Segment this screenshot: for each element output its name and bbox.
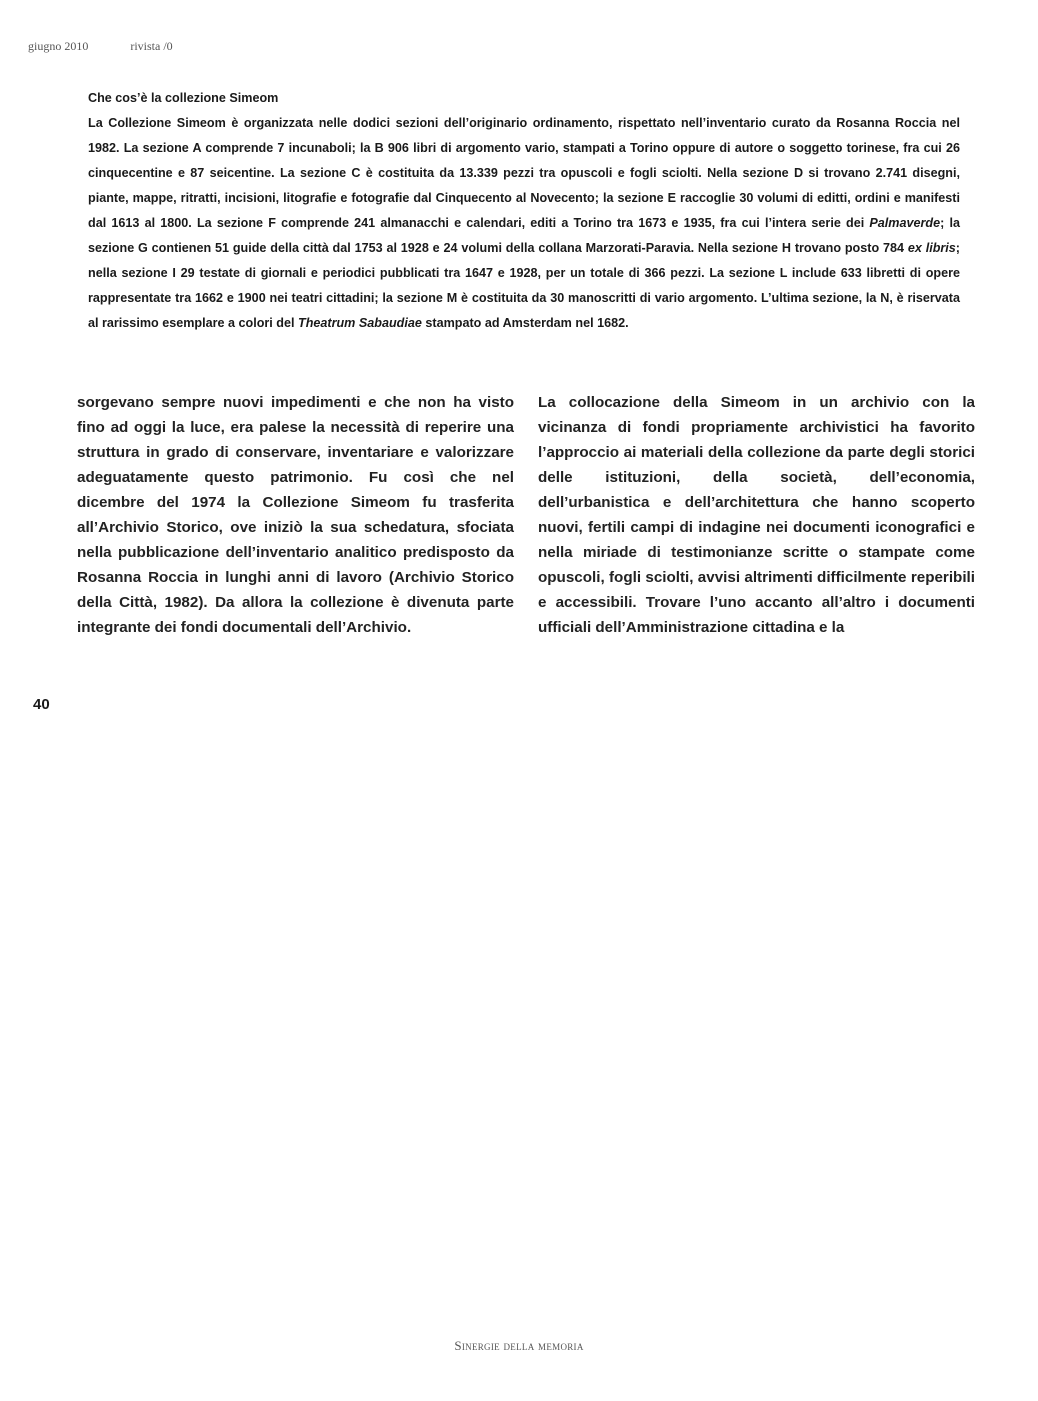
box-title: Che cos’è la collezione Simeom [88, 91, 279, 105]
page-number: 40 [33, 696, 50, 713]
box-text-4: stampato ad Amsterdam nel 1682. [421, 316, 629, 330]
running-footer: Sinergie della memoria [454, 1338, 584, 1353]
header-date: giugno 2010 [28, 39, 89, 53]
box-text-3: ; nella sezione I 29 testate di giornali e periodici pubblicati tra 1647 e 1928, per un totale di 366 pezzi. La sezione L include 633 libretti di opere rappresentate tra 1662 e 1900 nei teatri cittadini; la sezione M è costituita da 30 manoscritti di vario argomento. L’ultima sezione, la N, è riservata al rarissimo esemplare a colori del [88, 241, 960, 330]
box-body [88, 111, 960, 336]
box-text-2: ; la sezione G contienen 51 guide della città dal 1753 al 1928 e 24 volumi della collana Marzorati-Paravia. Nella sezione H trovano posto 784 [88, 216, 961, 255]
box-italic-3: Theatrum Sabaudiae [298, 316, 422, 330]
box-italic-1: Palmaverde [869, 216, 941, 230]
running-header [28, 39, 173, 54]
right-column-text: La collocazione della Simeom in un archivio con la vicinanza di fondi propriamente archivistici ha favorito l’approccio ai materiali della collezione da parte degli storici delle istituzioni, della società, dell’economia, dell’urbanistica e dell’architettura che hanno scoperto nuovi, fertili campi di indagine nei documenti iconografici e nella miriade di testimonianze scritte o stampate come opuscoli, fogli sciolti, avvisi altrimenti difficilmente reperibili e accessibili. Trovare l’uno accanto all’altro i documenti ufficiali dell’Amministrazione cittadina e la [538, 394, 975, 636]
left-column-text: sorgevano sempre nuovi impedimenti e che non ha visto fino ad oggi la luce, era palese la necessità di reperire una struttura in grado di conservare, inventariare e valorizzare adeguatamente questo patrimonio. Fu così che nel dicembre del 1974 la Collezione Simeom fu trasferita all’Archivio Storico, ove iniziò la sua schedatura, sfociata nella pubblicazione dell’inventario analitico predisposto da Rosanna Roccia in lunghi anni di lavoro (Archivio Storico della Città, 1982). Da allora la collezione è divenuta parte integrante dei fondi documentali dell’Archivio. [77, 394, 514, 636]
box-text-1: La Collezione Simeom è organizzata nelle dodici sezioni dell’originario ordinamento, rispettato nell’inventario curato da Rosanna Roccia nel 1982. La sezione A comprende 7 incunaboli; la B 906 libri di argomento vario, stampati a Torino oppure di autore o soggetto torinese, fra cui 26 cinquecentine e 87 seicentine. La sezione C è costituita da 13.339 pezzi tra opuscoli e fogli sciolti. Nella sezione D si trovano 2.741 disegni, piante, mappe, ritratti, incisioni, litografie e fotografie dal Cinquecento al Novecento; la sezione E raccoglie 30 volumi di editti, ordini e manifesti dal 1613 al 1800. La sezione F comprende 241 almanacchi e calendari, editi a Torino tra 1673 e 1935, fra cui l’intera serie dei [88, 116, 960, 230]
box-italic-2: ex libris [907, 241, 956, 255]
header-issue: rivista /0 [130, 39, 173, 53]
sidebar-box [88, 86, 960, 336]
